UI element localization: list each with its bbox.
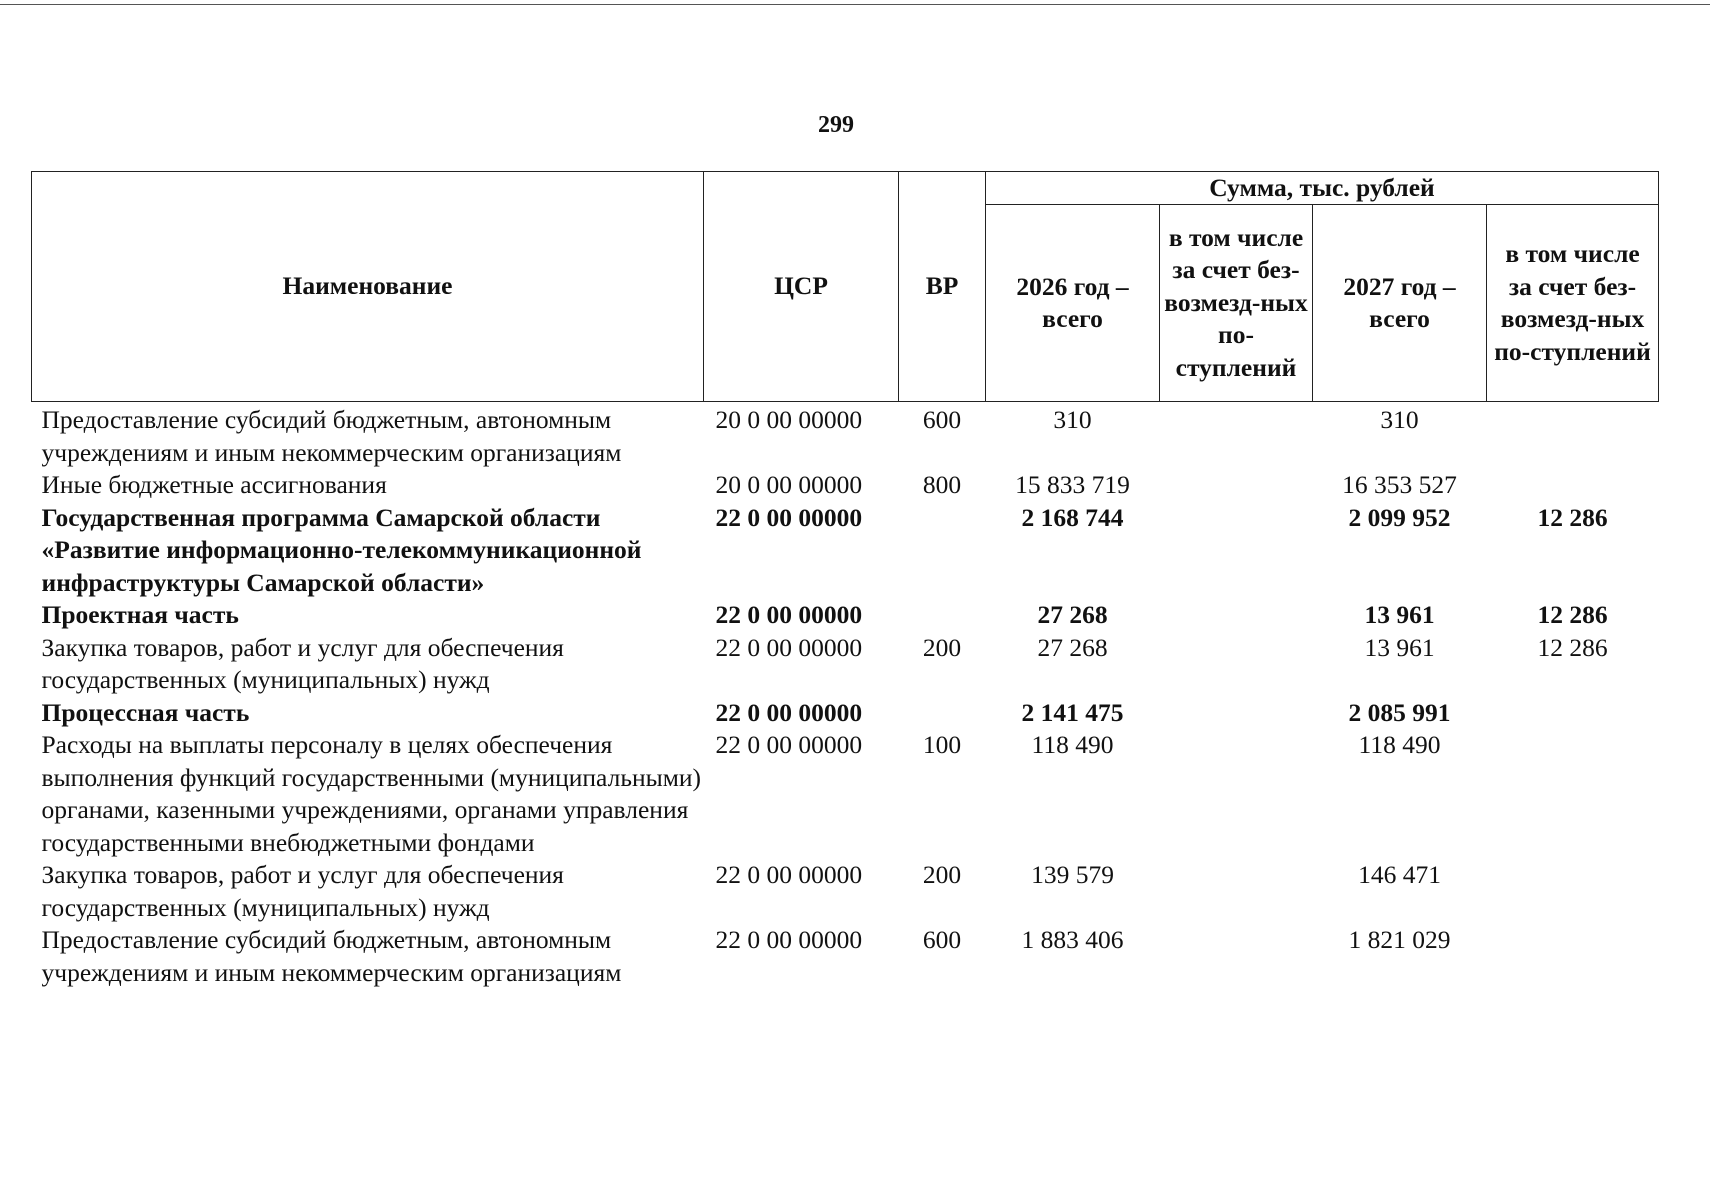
table-body bbox=[32, 402, 1659, 990]
row-csr: 22 0 00 00000 bbox=[715, 632, 863, 662]
row-name: Процессная часть bbox=[41, 697, 250, 727]
row-name: Закупка товаров, работ и услуг для обеспечения государственных (муниципальных) нужд bbox=[41, 860, 564, 922]
row-2026-total: 118 490 bbox=[1031, 730, 1114, 759]
row-vr: 600 bbox=[922, 405, 962, 434]
row-2027-free-receipts bbox=[1487, 697, 1659, 730]
table-row bbox=[32, 729, 1659, 859]
row-csr: 22 0 00 00000 bbox=[715, 502, 863, 532]
row-vr bbox=[899, 502, 986, 600]
row-vr bbox=[899, 697, 986, 730]
table-row bbox=[32, 924, 1659, 989]
row-2026-free-receipts bbox=[1160, 599, 1313, 632]
row-2026-total: 27 268 bbox=[1037, 632, 1108, 662]
table-row bbox=[32, 469, 1659, 502]
row-name: Предоставление субсидий бюджетным, автономным учреждениям и иным некоммерческим организациям bbox=[41, 405, 622, 467]
table-row bbox=[32, 632, 1659, 697]
row-2027-total: 146 471 bbox=[1358, 860, 1441, 889]
row-csr: 20 0 00 00000 bbox=[715, 470, 863, 499]
row-vr: 200 bbox=[922, 860, 962, 889]
row-2026-total: 139 579 bbox=[1031, 860, 1114, 889]
row-vr: 600 bbox=[922, 925, 962, 954]
row-csr: 22 0 00 00000 bbox=[715, 600, 863, 629]
row-2026-free-receipts bbox=[1160, 924, 1313, 989]
table-header bbox=[32, 172, 1659, 402]
row-2027-total: 16 353 527 bbox=[1342, 470, 1457, 499]
row-2027-total: 2 085 991 bbox=[1348, 697, 1451, 727]
row-2027-free-receipts bbox=[1487, 924, 1659, 989]
row-vr: 200 bbox=[922, 632, 962, 662]
row-csr: 22 0 00 00000 bbox=[715, 730, 863, 759]
row-2026-free-receipts bbox=[1160, 469, 1313, 502]
table-row bbox=[32, 859, 1659, 924]
row-2027-total: 310 bbox=[1380, 405, 1419, 434]
row-name: Предоставление субсидий бюджетным, автономным учреждениям и иным некоммерческим организациям bbox=[41, 925, 622, 987]
header-2026-free-receipts: в том числе за счет без-возмезд-ных по-ступлений bbox=[1160, 205, 1313, 402]
row-2027-total: 13 961 bbox=[1364, 600, 1435, 629]
header-2026-total: 2026 год – всего bbox=[986, 205, 1160, 402]
row-2026-free-receipts bbox=[1160, 697, 1313, 730]
header-2027-free-receipts: в том числе за счет без-возмезд-ных по-ступлений bbox=[1487, 205, 1659, 402]
row-2027-free-receipts bbox=[1487, 729, 1659, 859]
row-name: Закупка товаров, работ и услуг для обеспечения государственных (муниципальных) нужд bbox=[41, 632, 564, 694]
row-2027-free-receipts bbox=[1487, 469, 1659, 502]
row-2027-free-receipts: 12 286 bbox=[1537, 632, 1608, 662]
row-2027-free-receipts: 12 286 bbox=[1537, 502, 1608, 532]
row-2027-total: 13 961 bbox=[1364, 632, 1435, 662]
row-2027-total: 2 099 952 bbox=[1348, 502, 1451, 532]
row-2026-total: 2 141 475 bbox=[1021, 697, 1124, 727]
row-2026-total: 27 268 bbox=[1037, 600, 1108, 629]
row-2026-free-receipts bbox=[1160, 859, 1313, 924]
row-csr: 22 0 00 00000 bbox=[715, 925, 863, 954]
row-vr: 800 bbox=[922, 470, 962, 499]
row-2026-total: 310 bbox=[1053, 405, 1092, 434]
header-sum-group: Сумма, тыс. рублей bbox=[986, 172, 1659, 205]
row-2027-free-receipts bbox=[1487, 859, 1659, 924]
table-row bbox=[32, 697, 1659, 730]
table-row bbox=[32, 402, 1659, 470]
row-name: Расходы на выплаты персоналу в целях обеспечения выполнения функций государственными (муниципальными) органами, казенными учреждениями, органами управления государственными внебюджетными фондами bbox=[41, 730, 702, 857]
row-vr bbox=[899, 599, 986, 632]
row-name: Проектная часть bbox=[41, 600, 239, 629]
row-csr: 22 0 00 00000 bbox=[715, 860, 863, 889]
table-row bbox=[32, 502, 1659, 600]
header-csr: ЦСР bbox=[704, 172, 899, 402]
row-2026-total: 15 833 719 bbox=[1015, 470, 1130, 499]
header-vr: ВР bbox=[899, 172, 986, 402]
page-number: 299 bbox=[818, 112, 854, 138]
top-border-line bbox=[0, 4, 1710, 5]
row-2027-total: 118 490 bbox=[1358, 730, 1441, 759]
row-2027-free-receipts: 12 286 bbox=[1537, 600, 1608, 629]
row-2026-free-receipts bbox=[1160, 402, 1313, 470]
header-name: Наименование bbox=[32, 172, 704, 402]
row-name: Иные бюджетные ассигнования bbox=[41, 470, 387, 499]
row-2027-free-receipts bbox=[1487, 402, 1659, 470]
row-vr: 100 bbox=[922, 730, 962, 759]
row-2027-total: 1 821 029 bbox=[1348, 925, 1451, 954]
row-2026-total: 1 883 406 bbox=[1021, 925, 1124, 954]
row-csr: 22 0 00 00000 bbox=[715, 697, 863, 727]
budget-table bbox=[31, 171, 1659, 989]
row-2026-total: 2 168 744 bbox=[1021, 502, 1124, 532]
table-row bbox=[32, 599, 1659, 632]
row-csr: 20 0 00 00000 bbox=[715, 405, 863, 434]
row-2026-free-receipts bbox=[1160, 632, 1313, 697]
row-2026-free-receipts bbox=[1160, 729, 1313, 859]
row-name: Государственная программа Самарской области «Развитие информационно-телекоммуникационной инфраструктуры Самарской области» bbox=[41, 502, 642, 597]
row-2026-free-receipts bbox=[1160, 502, 1313, 600]
header-2027-total: 2027 год – всего bbox=[1313, 205, 1487, 402]
